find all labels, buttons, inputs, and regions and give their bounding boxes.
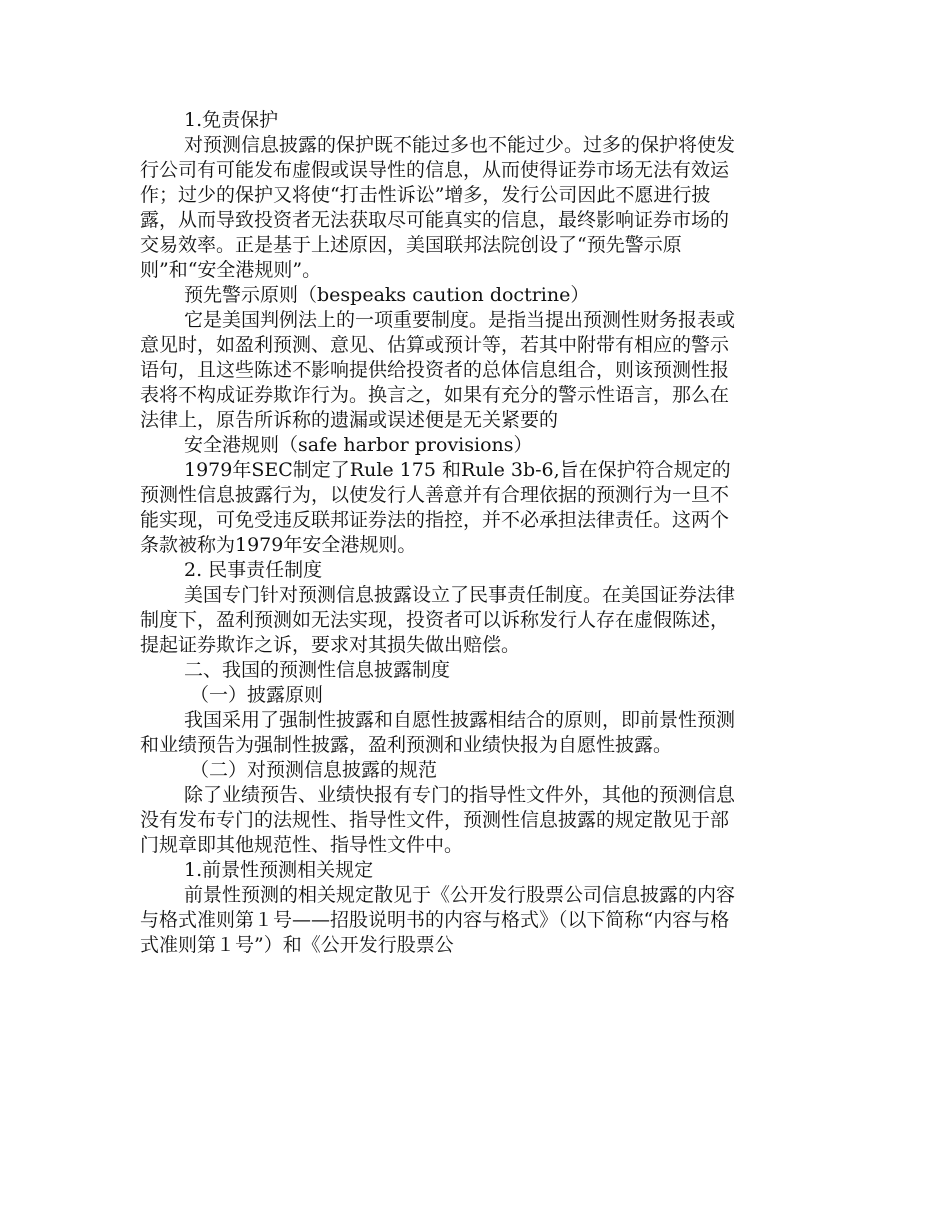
heading-prospective-forecast: 1.前景性预测相关规定 (184, 859, 374, 881)
document-page (140, 108, 740, 958)
heading-china-system: 二、我国的预测性信息披露制度 (184, 659, 451, 681)
paragraph-bespeaks-caution: 它是美国判例法上的一项重要制度。是指当提出预测性财务报表或意见时，如盈利预测、意见、估算或预计等，若其中附带有相应的警示语句，且这些陈述不影响提供给投资者的总体信息组合，则该预测性报表将不构成证券欺诈行为。换言之，如果有充分的警示性语言，那么在法律上，原告所诉称的遗漏或误述便是无关紧要的 (140, 309, 736, 431)
paragraph-civil-liability: 美国专门针对预测信息披露设立了民事责任制度。在美国证券法律制度下，盈利预测如无法实现，投资者可以诉称发行人存在虚假陈述，提起证券欺诈之诉，要求对其损失做出赔偿。 (140, 584, 736, 656)
heading-safe-harbor: 安全港规则（safe harbor provisions） (184, 434, 533, 456)
heading-disclosure-regulation: （二）对预测信息披露的规范 (190, 759, 438, 781)
paragraph-disclosure-regulation: 除了业绩预告、业绩快报有专门的指导性文件外，其他的预测信息没有发布专门的法规性、指导性文件，预测性信息披露的规定散见于部门规章即其他规范性、指导性文件中。 (140, 784, 736, 856)
paragraph-prospective-forecast: 前景性预测的相关规定散见于《公开发行股票公司信息披露的内容与格式准则第１号——招股说明书的内容与格式》（以下简称“内容与格式准则第１号”）和《公开发行股票公 (140, 884, 736, 956)
heading-civil-liability: 2. 民事责任制度 (184, 559, 323, 581)
paragraph-safe-harbor: 1979年SEC制定了Rule 175 和Rule 3b-6,旨在保护符合规定的预测性信息披露行为，以使发行人善意并有合理依据的预测行为一旦不能实现，可免受违反联邦证券法的指控，并不必承担法律责任。这两个条款被称为1979年安全港规则。 (140, 459, 731, 556)
paragraph-protection: 对预测信息披露的保护既不能过多也不能过少。过多的保护将使发行公司有可能发布虚假或误导性的信息，从而使得证券市场无法有效运作；过少的保护又将使“打击性诉讼”增多，发行公司因此不愿进行披露，从而导致投资者无法获取尽可能真实的信息，最终影响证券市场的交易效率。正是基于上述原因，美国联邦法院创设了“预先警示原则”和“安全港规则”。 (140, 134, 736, 281)
heading-disclosure-principle: （一）披露原则 (190, 684, 324, 706)
paragraph-disclosure-principle: 我国采用了强制性披露和自愿性披露相结合的原则，即前景性预测和业绩预告为强制性披露，盈利预测和业绩快报为自愿性披露。 (140, 709, 736, 756)
heading-exemption: 1.免责保护 (184, 109, 279, 131)
heading-bespeaks-caution: 预先警示原则（bespeaks caution doctrine） (184, 284, 590, 306)
